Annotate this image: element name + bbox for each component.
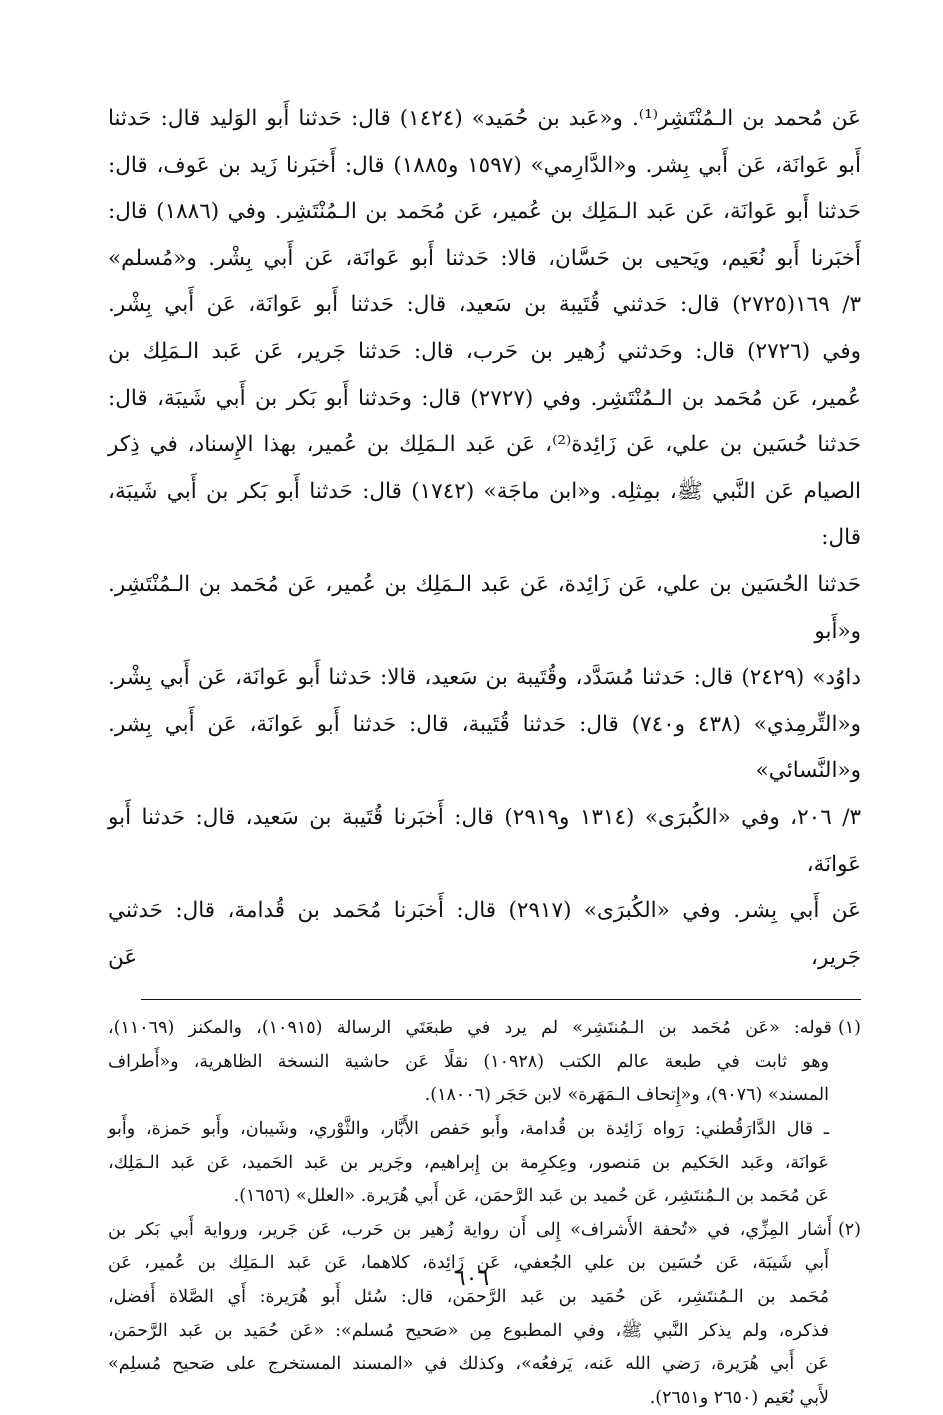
footnote-line: ـ قال الدَّارَقُطني: رَواه زَائِدة بن قُدامة، وأَبو حَفص الأَبَّار، والثَّوْري، وشَيبان، وأَبو حَمزة، وأَبو — [108, 1119, 829, 1140]
main-text-line: أَبو عَوانَة، عَن أَبي بِشر. و«الدَّارِمي» (١٥٩٧ و١٨٨٥) قال: أَخبَرنا زَيد بن عَوف، قال: — [108, 152, 862, 178]
main-text-line: داوُد» (٢٤٢٩) قال: حَدثنا مُسَدَّد، وقُتَيبة بن سَعيد، قالا: حَدثنا أَبو عَوانَة، عَن أَبي بِشْر. — [108, 665, 861, 691]
main-text-line: وفي (٢٧٢٦) قال: وحَدثني زُهير بن حَرب، قال: حَدثنا جَرير، عَن عَبد الـمَلِك بن — [108, 338, 861, 364]
footnote-line: عَن مُحَمد بن الـمُنتَشِر، عَن حُميد بن عَبد الرَّحمَن، عَن أَبي هُرَيرة. «العلل» (١٦٥٦). — [233, 1186, 829, 1207]
main-text-line: و«التِّرمِذي» (٤٣٨ و٧٤٠) قال: حَدثنا قُتَيبة، قال: حَدثنا أَبو عَوانَة، عَن أَبي بِشر. و«النَّسائي» — [108, 711, 861, 784]
footnote-1 — [108, 1012, 861, 1214]
footnote-text: أَشار المِزِّي، في «تُحفة الأَشراف» إِلى أَن رواية زُهير بن حَرب، عَن جَرير، ورواية أَبي بَكر بن — [108, 1219, 832, 1240]
main-text-line: الصيام عَن النَّبي ﷺ، بمِثلِه. و«ابن ماجَة» (١٧٤٢) قال: حَدثنا أَبو بَكر بن أَبي شَيبَة، قال: — [108, 478, 861, 551]
main-text-line: حَدثنا أَبو عَوانَة، عَن عَبد الـمَلِك بن عُمير، عَن مُحَمد بن الـمُنْتَشِر. وفي (١٨٨٦) قال: — [108, 199, 862, 225]
main-text-line: عَن مُحمد بن الـمُنْتَشِر⁽¹⁾. و«عَبد بن حُمَيد» (١٤٢٤) قال: حَدثنا أَبو الوَليد قال: حَدثنا — [108, 106, 861, 131]
footnote-line: أَبي شَيبَة، عَن حُسَين بن علي الجُعفي، عَن زَائِدة، كلاهما، عَن عَبد الـمَلِك بن عُمير، عَن — [108, 1253, 829, 1274]
footnote-2 — [108, 1214, 861, 1415]
footnote-line: المسند» (٩٠٧٦)، و«إِتحاف الـمَهَرة» لابن حَجَر (١٨٠٠٦). — [424, 1085, 829, 1106]
main-text-line: أَخبَرنا أَبو نُعَيم، ويَحيى بن حَسَّان، قالا: حَدثنا أَبو عَوانَة، عَن أَبي بِشْر. و«مُسلم» — [108, 245, 861, 271]
footnote-line: فذكره، ولم يذكر النَّبي ﷺ، وفي المطبوع مِن «صَحيح مُسلم»: «عَن حُمَيد بن عَبد الرَّحمَن، — [108, 1320, 829, 1341]
main-text-line: ٣/ ٢٠٦، وفي «الكُبرَى» (١٣١٤ و٢٩١٩) قال: أَخبَرنا قُتَيبة بن سَعيد، قال: حَدثنا أَبو عَوانَة، — [108, 804, 862, 877]
document-page — [108, 96, 862, 1408]
page-number: ٦٠٦ — [453, 1266, 490, 1291]
footnote-text: قوله: «عَن مُحَمد بن الـمُنتَشِر» لم يرد في طبعَتَي الرسالة (١٠٩١٥)، والمكنز (١١٠٦٩)، — [108, 1018, 832, 1039]
footnote-line: وهو ثابت في طبعة عالم الكتب (١٠٩٢٨) نقلًا عَن حاشية النسخة الظاهرية، و«أَطراف — [108, 1051, 829, 1072]
main-text-line: حَدثنا الحُسَين بن علي، عَن زَائِدة، عَن عَبد الـمَلِك بن عُمير، عَن مُحَمد بن الـمُنْتَشِر. و«أَبو — [108, 571, 861, 644]
main-text-line: عُمير، عَن مُحَمد بن الـمُنْتَشِر. وفي (٢٧٢٧) قال: وحَدثنا أَبو بَكر بن أَبي شَيبَة، قال: — [108, 385, 861, 411]
footnote-separator — [141, 999, 861, 1000]
main-text-line: حَدثنا حُسَين بن علي، عَن زَائِدة⁽²⁾، عَن عَبد الـمَلِك بن عُمير، بهذا الإِسناد، في ذِكر — [108, 432, 861, 458]
footnote-line: عَن أَبي هُرَيرة، رَضي الله عَنه، يَرفعُه»، وكذلك في «المسند المستخرج على صَحيح مُسلِم» — [108, 1354, 829, 1375]
main-text-line: عَن أَبي بِشر. وفي «الكُبرَى» (٢٩١٧) قال: أَخبَرنا مُحَمد بن قُدامة، قال: حَدثني جَرير، عَن — [108, 898, 861, 970]
main-text — [108, 96, 861, 981]
footnote-marker: (٢) — [837, 1219, 861, 1240]
footnote-line — [108, 1012, 861, 1046]
footnote-line — [108, 1214, 861, 1248]
footnote-line: عَوانَة، وعَبد الحَكيم بن مَنصور، وعِكرِمة بن إِبراهيم، وجَرير بن عَبد الحَميد، عَن عَبد الـمَلِك، — [108, 1152, 829, 1173]
footnote-line: لأَبي نُعَيم (٢٦٥٠ و٢٦٥١). — [649, 1387, 829, 1408]
footnotes — [108, 1012, 861, 1415]
footnote-marker: (١) — [837, 1018, 861, 1039]
footnote-line: مُحَمد بن الـمُنتَشِر، عَن حُمَيد بن عَبد الرَّحمَن، قال: سُئل أَبو هُرَيرة: أَي الصَّلاة أَفضل، — [108, 1287, 829, 1308]
main-text-line: ٣/ ١٦٩(٢٧٢٥) قال: حَدثني قُتَيبة بن سَعيد، قال: حَدثنا أَبو عَوانَة، عَن أَبي بِشْر. — [108, 292, 861, 318]
